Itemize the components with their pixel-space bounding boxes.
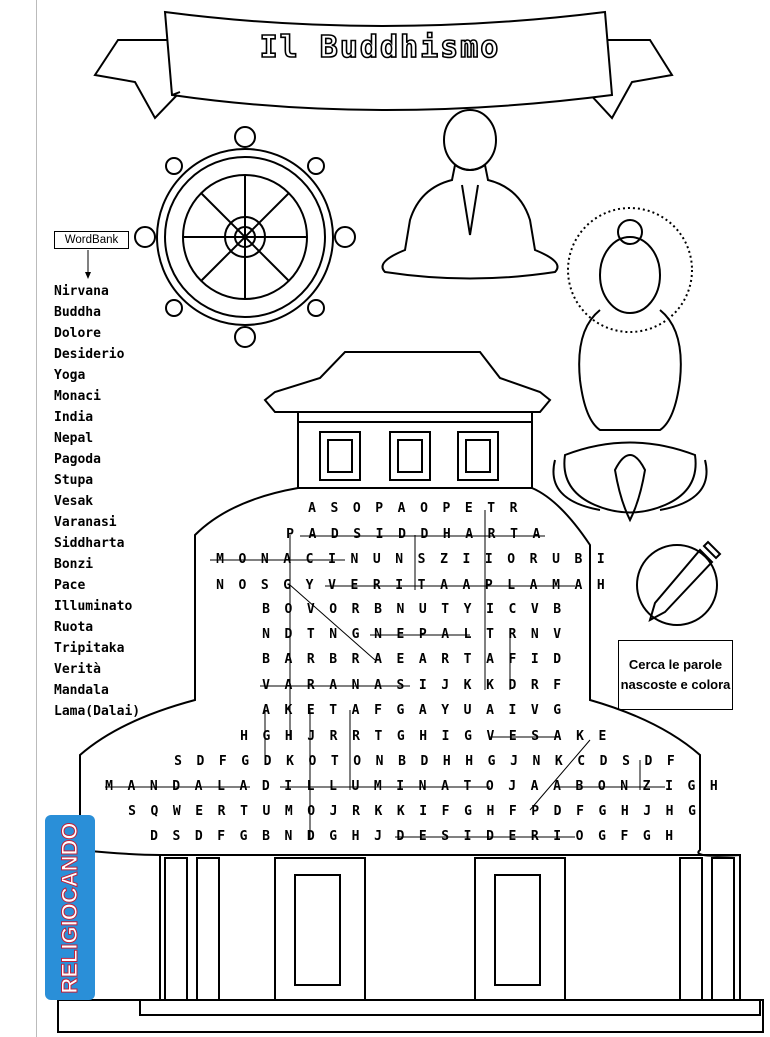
grid-letter: P (531, 804, 540, 819)
grid-letter: L (463, 627, 472, 642)
grid-letter: F (217, 829, 226, 844)
grid-letter: F (620, 829, 629, 844)
grid-letter: V (553, 627, 562, 642)
grid-letter: S (172, 829, 181, 844)
grid-letter: D (398, 527, 406, 542)
grid-letter: I (596, 552, 605, 567)
grid-letter: I (396, 779, 405, 794)
grid-letter: A (127, 779, 136, 794)
grid-letter: J (329, 804, 338, 819)
grid-letter: N (395, 552, 404, 567)
grid-letter: P (484, 578, 493, 593)
grid-letter: J (441, 678, 450, 693)
grid-letter: A (351, 703, 360, 718)
grid-letter: A (530, 779, 539, 794)
grid-letter: K (284, 703, 293, 718)
grid-letter: V (328, 578, 336, 593)
grid-letter: A (262, 703, 270, 718)
grid-letter: D (261, 779, 270, 794)
word-item: Desiderio (54, 347, 125, 362)
grid-letter: N (329, 627, 338, 642)
grid-letter: R (529, 552, 538, 567)
word-item: Mandala (54, 683, 109, 698)
grid-letter: D (196, 754, 205, 769)
grid-letter: I (395, 578, 404, 593)
grid-letter: E (508, 829, 517, 844)
grid-letter: H (442, 754, 451, 769)
grid-letter: A (397, 501, 406, 516)
grid-letter: L (507, 578, 516, 593)
grid-letter: O (485, 779, 494, 794)
grid-letter: J (307, 729, 316, 744)
grid-letter: A (465, 527, 474, 542)
grid-letter: U (418, 602, 427, 617)
grid-letter: K (554, 754, 563, 769)
grid-letter: I (463, 829, 472, 844)
grid-letter: G (262, 729, 271, 744)
grid-letter: L (329, 779, 337, 794)
word-item: Bonzi (54, 557, 94, 572)
grid-letter: C (577, 754, 586, 769)
grid-letter: N (351, 678, 360, 693)
grid-letter: O (420, 501, 428, 516)
grid-letter: D (553, 652, 562, 667)
grid-letter: I (530, 652, 539, 667)
grid-letter: D (263, 754, 272, 769)
grid-letter: P (375, 501, 384, 516)
grid-letter: E (350, 578, 359, 593)
grid-letter: T (463, 652, 472, 667)
grid-letter: B (374, 602, 382, 617)
grid-letter: J (643, 804, 652, 819)
grid-letter: S (353, 527, 362, 542)
grid-letter: O (307, 804, 316, 819)
grid-letter: F (553, 678, 562, 693)
grid-letter: D (150, 829, 158, 844)
grid-letter: N (260, 552, 269, 567)
word-item: Buddha (54, 305, 101, 320)
grid-letter: G (241, 754, 250, 769)
grid-letter: S (174, 754, 182, 769)
grid-letter: A (441, 627, 450, 642)
logo-text: RELIGIOCANDO (57, 821, 82, 994)
grid-letter: N (620, 779, 629, 794)
grid-letter: N (216, 578, 224, 593)
grid-letter: R (352, 804, 360, 819)
word-item: Pace (54, 578, 86, 593)
grid-letter: A (284, 652, 293, 667)
grid-letter: G (688, 804, 696, 819)
grid-letter: I (508, 703, 517, 718)
grid-letter: N (396, 602, 405, 617)
word-item: Lama(Dalai) (54, 704, 141, 719)
grid-letter: U (351, 779, 360, 794)
grid-letter: A (532, 527, 541, 542)
grid-letter: B (329, 652, 338, 667)
grid-letter: A (283, 552, 292, 567)
grid-letter: G (553, 703, 562, 718)
grid-letter: L (306, 779, 315, 794)
grid-letter: Q (150, 804, 159, 819)
grid-letter: V (530, 703, 539, 718)
grid-letter: F (508, 804, 517, 819)
grid-letter: F (576, 804, 584, 819)
grid-letter: U (262, 804, 271, 819)
word-item: Monaci (54, 389, 101, 404)
religiocando-logo (45, 815, 95, 1000)
grid-letter: B (398, 754, 406, 769)
grid-letter: Z (440, 552, 448, 567)
grid-letter: I (486, 602, 494, 617)
grid-letter: O (238, 552, 247, 567)
grid-letter: G (396, 729, 405, 744)
grid-letter: G (464, 729, 472, 744)
grid-letter: R (530, 678, 539, 693)
grid-letter: E (418, 829, 427, 844)
grid-letter: K (486, 678, 494, 693)
grid-letter: S (417, 552, 426, 567)
grid-letter: R (372, 578, 381, 593)
word-item: India (54, 410, 94, 425)
grid-letter: A (374, 652, 382, 667)
word-item: Nepal (54, 431, 94, 446)
grid-letter: E (195, 804, 204, 819)
grid-letter: I (418, 678, 427, 693)
grid-letter: G (239, 829, 248, 844)
word-item: Tripitaka (54, 641, 125, 656)
grid-letter: D (330, 527, 339, 542)
word-item: Siddharta (54, 536, 125, 551)
grid-letter: T (417, 578, 426, 593)
grid-letter: D (420, 527, 429, 542)
grid-letter: F (508, 652, 517, 667)
grid-letter: H (240, 729, 248, 744)
grid-letter: E (598, 729, 607, 744)
grid-letter: S (396, 678, 405, 693)
page-title: Il Buddhismo (259, 30, 501, 65)
grid-letter: H (709, 779, 718, 794)
grid-letter: D (172, 779, 181, 794)
grid-letter: S (622, 754, 630, 769)
grid-letter: P (442, 501, 451, 516)
grid-letter: J (374, 829, 382, 844)
grid-letter: H (284, 729, 293, 744)
grid-letter: R (306, 678, 315, 693)
word-item: Vesak (54, 494, 94, 509)
instruction-box: Cerca le parole nascoste e colora (618, 640, 733, 710)
grid-letter: O (575, 829, 584, 844)
grid-letter: C (508, 602, 517, 617)
word-item: Dolore (54, 326, 101, 341)
grid-letter: D (420, 754, 429, 769)
grid-letter: U (552, 552, 560, 567)
grid-letter: A (553, 779, 561, 794)
grid-letter: N (374, 627, 382, 642)
grid-letter: D (194, 829, 203, 844)
grid-letter: R (441, 652, 450, 667)
wordbank-label: WordBank (54, 231, 129, 249)
grid-letter: A (553, 729, 562, 744)
grid-letter: S (260, 578, 269, 593)
grid-letter: G (351, 627, 360, 642)
grid-letter: A (418, 703, 427, 718)
word-item: Pagoda (54, 452, 101, 467)
grid-letter: G (464, 804, 472, 819)
grid-letter: N (350, 552, 359, 567)
grid-letter: A (239, 779, 248, 794)
grid-letter: E (508, 729, 517, 744)
grid-letter: B (553, 602, 562, 617)
grid-letter: G (329, 829, 338, 844)
grid-letter: G (687, 779, 696, 794)
grid-letter: A (418, 652, 427, 667)
grid-letter: A (441, 779, 449, 794)
grid-letter: Y (305, 578, 314, 593)
grid-letter: K (463, 678, 472, 693)
grid-letter: A (284, 678, 293, 693)
grid-letter: S (128, 804, 136, 819)
grid-letter: E (396, 627, 405, 642)
grid-letter: S (441, 829, 450, 844)
grid-letter: G (396, 703, 405, 718)
grid-letter: P (418, 627, 427, 642)
grid-letter: D (306, 829, 315, 844)
grid-letter: T (374, 729, 383, 744)
grid-letter: W (172, 804, 181, 819)
grid-letter: C (305, 552, 314, 567)
grid-letter: A (308, 527, 317, 542)
grid-letter: V (486, 729, 495, 744)
grid-letter: E (396, 652, 405, 667)
grid-letter: R (306, 652, 315, 667)
grid-letter: O (597, 779, 606, 794)
grid-letter: A (486, 652, 494, 667)
grid-letter: T (240, 804, 248, 819)
grid-letter: I (284, 779, 293, 794)
grid-letter: T (306, 627, 315, 642)
grid-letter: A (374, 678, 382, 693)
grid-letter: D (644, 754, 653, 769)
grid-letter: O (507, 552, 516, 567)
grid-letter: N (375, 754, 384, 769)
grid-letter: G (598, 804, 607, 819)
grid-letter: O (284, 602, 293, 617)
grid-letter: I (328, 552, 336, 567)
grid-letter: G (598, 829, 606, 844)
grid-letter: B (574, 552, 583, 567)
grid-letter: A (194, 779, 203, 794)
grid-letter: M (373, 779, 382, 794)
grid-letter: R (508, 627, 517, 642)
grid-letter: N (284, 829, 293, 844)
grid-letter: D (553, 804, 562, 819)
grid-letter: F (374, 703, 382, 718)
grid-letter: D (599, 754, 608, 769)
grid-letter: T (510, 527, 518, 542)
grid-letter: K (286, 754, 294, 769)
grid-letter: O (238, 578, 247, 593)
grid-letter: I (375, 527, 384, 542)
grid-letter: O (352, 501, 361, 516)
grid-letter: N (532, 754, 541, 769)
grid-letter: M (552, 578, 560, 593)
grid-letter: Y (441, 703, 450, 718)
grid-letter: M (284, 804, 293, 819)
grid-letter: H (351, 829, 360, 844)
grid-letter: T (486, 627, 494, 642)
grid-letter: K (374, 804, 383, 819)
grid-letter: F (666, 754, 675, 769)
grid-letter: H (465, 754, 474, 769)
grid-letter: Z (642, 779, 651, 794)
grid-letter: N (149, 779, 158, 794)
grid-letter: I (419, 804, 428, 819)
grid-letter: A (529, 578, 538, 593)
grid-letter: I (484, 552, 493, 567)
grid-letter: J (508, 779, 517, 794)
grid-letter: H (665, 804, 674, 819)
grid-letter: N (418, 779, 427, 794)
grid-letter: E (464, 501, 473, 516)
grid-letter: R (509, 501, 518, 516)
grid-letter: B (262, 829, 270, 844)
grid-letter: L (217, 779, 225, 794)
grid-letter: R (351, 652, 360, 667)
grid-letter: U (372, 552, 381, 567)
grid-letter: O (353, 754, 362, 769)
word-item: Ruota (54, 620, 94, 635)
grid-letter: A (440, 578, 448, 593)
grid-letter: A (486, 703, 494, 718)
grid-letter: B (262, 652, 270, 667)
grid-letter: I (441, 729, 450, 744)
grid-letter: V (306, 602, 315, 617)
grid-letter: H (419, 729, 428, 744)
grid-letter: D (396, 829, 405, 844)
grid-letter: P (286, 527, 294, 542)
grid-letter: G (487, 754, 496, 769)
grid-letter: D (486, 829, 494, 844)
grid-letter: J (510, 754, 518, 769)
grid-letter: A (329, 678, 338, 693)
grid-letter: S (330, 501, 339, 516)
grid-letter: G (283, 578, 292, 593)
grid-letter: A (308, 501, 316, 516)
grid-letter: M (216, 552, 224, 567)
grid-letter: R (530, 829, 539, 844)
grid-letter: T (329, 703, 338, 718)
grid-letter: O (308, 754, 317, 769)
grid-letter: A (574, 578, 583, 593)
grid-letter: K (396, 804, 405, 819)
grid-letter: K (576, 729, 584, 744)
grid-letter: D (508, 678, 517, 693)
word-item: Illuminato (54, 599, 133, 614)
grid-letter: I (553, 829, 562, 844)
grid-letter: B (262, 602, 270, 617)
grid-letter: V (262, 678, 270, 693)
grid-letter: U (463, 703, 472, 718)
grid-letter: R (217, 804, 226, 819)
grid-letter: M (105, 779, 113, 794)
grid-letter: T (487, 501, 496, 516)
grid-letter: H (596, 578, 605, 593)
word-item: Stupa (54, 473, 94, 488)
grid-letter: R (487, 527, 496, 542)
word-item: Nirvana (54, 284, 109, 299)
grid-letter: D (284, 627, 293, 642)
grid-letter: S (531, 729, 540, 744)
grid-letter: T (441, 602, 450, 617)
word-item: Verità (54, 662, 101, 677)
grid-letter: T (463, 779, 472, 794)
grid-letter: G (642, 829, 651, 844)
grid-letter: N (262, 627, 270, 642)
grid-letter: H (442, 527, 451, 542)
grid-letter: N (530, 627, 539, 642)
grid-letter: F (441, 804, 450, 819)
grid-letter: O (329, 602, 338, 617)
grid-letter: F (218, 754, 227, 769)
grid-letter: T (330, 754, 339, 769)
grid-letter: H (620, 804, 629, 819)
grid-letter: R (351, 602, 360, 617)
grid-letter: H (486, 804, 495, 819)
grid-letter: B (575, 779, 584, 794)
grid-letter: I (665, 779, 673, 794)
grid-letter: A (462, 578, 471, 593)
word-item: Varanasi (54, 515, 117, 530)
grid-letter: R (329, 729, 338, 744)
grid-letter: E (306, 703, 315, 718)
grid-letter: I (462, 552, 471, 567)
grid-letter: H (665, 829, 674, 844)
grid-letter: Y (463, 602, 472, 617)
grid-letter: V (530, 602, 539, 617)
word-item: Yoga (54, 368, 86, 383)
grid-letter: R (352, 729, 360, 744)
